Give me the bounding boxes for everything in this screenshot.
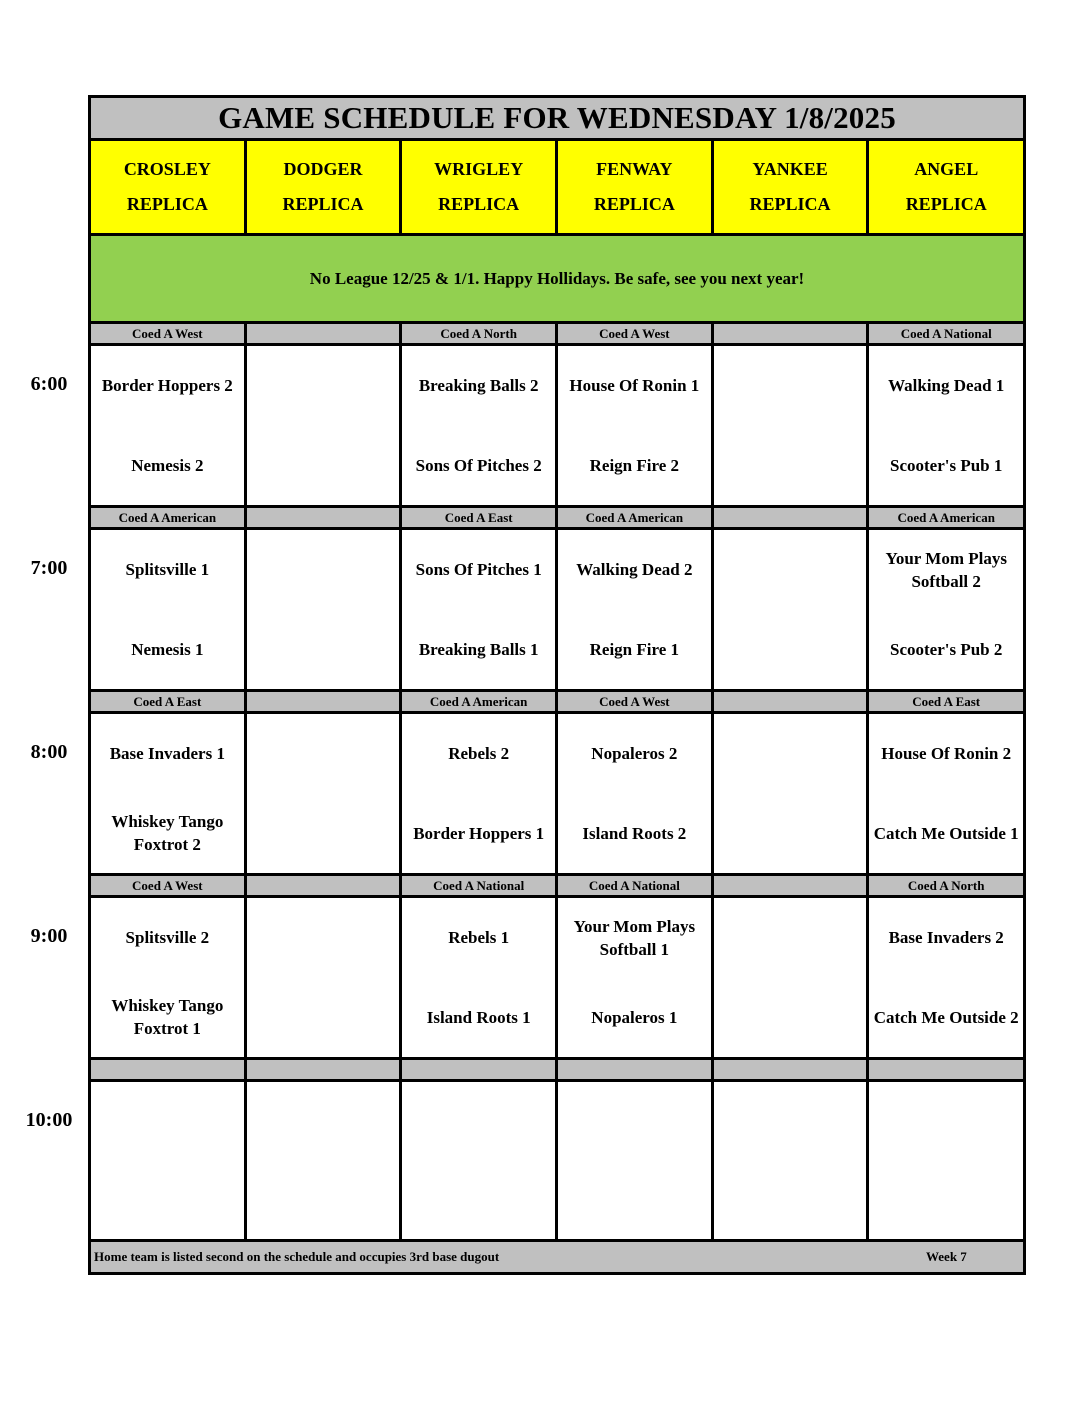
- away-team: Your Mom Plays Softball 1: [573, 916, 696, 959]
- game-cell: [714, 714, 870, 873]
- home-team: [869, 1161, 1023, 1240]
- division-label: Coed A American: [402, 692, 558, 711]
- home-team: [247, 978, 400, 1058]
- away-team: Walking Dead 1: [888, 376, 1005, 396]
- home-team: [91, 1161, 244, 1240]
- away-team: [558, 1082, 711, 1161]
- game-cell: [869, 898, 1023, 1057]
- division-label: Coed A American: [558, 508, 714, 527]
- game-cell: [91, 714, 247, 873]
- division-label: [247, 1060, 403, 1079]
- field-header-fenway: [558, 141, 714, 233]
- field-sub: REPLICA: [438, 194, 520, 214]
- division-label: Coed A North: [402, 324, 558, 343]
- home-team: Reign Fire 1: [589, 639, 680, 659]
- home-team: Whiskey Tango Foxtrot 1: [111, 996, 224, 1039]
- game-row: [91, 714, 1023, 876]
- field-header-wrigley: [402, 141, 558, 233]
- division-label: Coed A National: [558, 876, 714, 895]
- game-cell: [714, 1082, 870, 1239]
- division-label: Coed A West: [91, 876, 247, 895]
- away-team: Sons Of Pitches 1: [415, 560, 542, 580]
- away-team: [402, 1082, 555, 1161]
- field-sub: REPLICA: [749, 194, 831, 214]
- home-team: [247, 610, 400, 690]
- game-cell: [714, 898, 870, 1057]
- division-label: Coed A North: [907, 877, 985, 893]
- division-label: Coed A American: [91, 508, 247, 527]
- away-team: [714, 714, 867, 794]
- division-label: Coed A East: [402, 508, 558, 527]
- field-header-crosley: [91, 141, 247, 233]
- field-sub: REPLICA: [126, 194, 208, 214]
- home-team: [714, 794, 867, 874]
- away-team: Base Invaders 2: [888, 928, 1004, 948]
- week-label: Week 7: [926, 1249, 967, 1264]
- division-label: Coed A National: [402, 876, 558, 895]
- game-cell: [558, 714, 714, 873]
- game-cell: [91, 530, 247, 689]
- away-team: Border Hoppers 2: [101, 376, 233, 396]
- home-team: [558, 1161, 711, 1240]
- away-team: [247, 714, 400, 794]
- away-team: [247, 1082, 400, 1161]
- home-team: Catch Me Outside 1: [873, 823, 1019, 843]
- game-cell: [558, 530, 714, 689]
- home-team: [714, 426, 867, 506]
- away-team: [247, 346, 400, 426]
- home-team: [247, 1161, 400, 1240]
- home-team: [714, 610, 867, 690]
- division-row: [91, 324, 1023, 346]
- away-team: [869, 1082, 1023, 1161]
- division-label: Coed A East: [912, 693, 981, 709]
- away-team: Rebels 1: [448, 928, 510, 948]
- away-team: Breaking Balls 2: [418, 376, 539, 396]
- game-cell: [869, 346, 1023, 505]
- time-label: 9:00: [30, 925, 68, 947]
- division-label: Coed A American: [897, 509, 995, 525]
- division-label: [402, 1060, 558, 1079]
- game-row: [91, 346, 1023, 508]
- home-team: Nemesis 2: [131, 455, 204, 475]
- home-team: Island Roots 1: [426, 1007, 531, 1027]
- division-label: Coed A West: [558, 324, 714, 343]
- away-team: Rebels 2: [448, 744, 510, 764]
- division-row: [91, 692, 1023, 714]
- field-name: ANGEL: [914, 159, 979, 179]
- game-cell: [558, 1082, 714, 1239]
- away-team: House Of Ronin 1: [569, 376, 700, 396]
- away-team: [714, 530, 867, 610]
- away-team: Base Invaders 1: [109, 744, 225, 764]
- away-team: [714, 346, 867, 426]
- division-label: [714, 324, 870, 343]
- division-row: [91, 508, 1023, 530]
- division-label: [714, 1060, 870, 1079]
- game-row: [91, 898, 1023, 1060]
- game-cell: [402, 898, 558, 1057]
- game-cell: [558, 898, 714, 1057]
- field-name: FENWAY: [596, 159, 673, 179]
- schedule-table: [88, 95, 1026, 1275]
- game-cell: [247, 898, 403, 1057]
- home-team: Reign Fire 2: [589, 455, 680, 475]
- home-team: Nopaleros 1: [591, 1007, 678, 1027]
- league-notice: No League 12/25 & 1/1. Happy Hollidays. Be safe, see you next year!: [91, 236, 1023, 324]
- game-cell: [402, 346, 558, 505]
- home-team: Scooter's Pub 1: [890, 455, 1003, 475]
- home-team-note: Home team is listed second on the schedule and occupies 3rd base dugout: [94, 1249, 500, 1264]
- game-cell: [402, 530, 558, 689]
- home-team: [402, 1161, 555, 1240]
- game-cell: [714, 346, 870, 505]
- home-team: [714, 978, 867, 1058]
- away-team: [714, 1082, 867, 1161]
- schedule-title: GAME SCHEDULE FOR WEDNESDAY 1/8/2025: [91, 98, 1023, 141]
- time-label: 8:00: [30, 741, 68, 763]
- game-cell: [869, 1082, 1023, 1239]
- field-header-yankee: [714, 141, 870, 233]
- game-cell: [247, 1082, 403, 1239]
- game-cell: [247, 714, 403, 873]
- division-label: [247, 876, 403, 895]
- field-header-angel: [869, 141, 1023, 233]
- division-label: [714, 692, 870, 711]
- game-cell: [247, 530, 403, 689]
- game-cell: [91, 898, 247, 1057]
- division-label: [714, 876, 870, 895]
- away-team: [247, 530, 400, 610]
- away-team: Splitsville 2: [125, 928, 210, 948]
- game-cell: [714, 530, 870, 689]
- home-team: Whiskey Tango Foxtrot 2: [111, 812, 224, 855]
- division-label: [869, 1060, 1023, 1079]
- field-sub: REPLICA: [593, 194, 675, 214]
- home-team: Border Hoppers 1: [413, 823, 545, 843]
- away-team: Nopaleros 2: [591, 744, 678, 764]
- game-cell: [402, 714, 558, 873]
- away-team: House Of Ronin 2: [881, 744, 1012, 764]
- field-header-dodger: [247, 141, 403, 233]
- time-label: 6:00: [30, 373, 68, 395]
- field-name: YANKEE: [752, 159, 828, 179]
- away-team: [91, 1082, 244, 1161]
- division-label: [247, 508, 403, 527]
- game-cell: [869, 714, 1023, 873]
- field-name: DODGER: [283, 159, 363, 179]
- game-cell: [91, 1082, 247, 1239]
- division-label: Coed A East: [91, 692, 247, 711]
- time-label: 10:00: [25, 1109, 73, 1131]
- game-cell: [91, 346, 247, 505]
- home-team: Breaking Balls 1: [418, 639, 539, 659]
- away-team: [247, 898, 400, 978]
- field-name: CROSLEY: [123, 159, 211, 179]
- home-team: Sons Of Pitches 2: [415, 455, 542, 475]
- home-team: Island Roots 2: [582, 823, 687, 843]
- game-cell: [869, 530, 1023, 689]
- division-label: [558, 1060, 714, 1079]
- game-cell: [247, 346, 403, 505]
- division-label: [247, 324, 403, 343]
- division-label: Coed A West: [558, 692, 714, 711]
- field-sub: REPLICA: [282, 194, 364, 214]
- division-row: [91, 1060, 1023, 1082]
- field-sub: REPLICA: [905, 194, 987, 214]
- time-label: 7:00: [30, 557, 68, 579]
- home-team: Nemesis 1: [131, 639, 204, 659]
- home-team: Scooter's Pub 2: [890, 639, 1003, 659]
- division-label: [91, 1060, 247, 1079]
- division-row: [91, 876, 1023, 898]
- away-team: Splitsville 1: [125, 560, 210, 580]
- home-team: [247, 426, 400, 506]
- field-name: WRIGLEY: [434, 159, 524, 179]
- away-team: Walking Dead 2: [576, 560, 693, 580]
- away-team: Your Mom Plays Softball 2: [885, 548, 1007, 591]
- game-row: [91, 1082, 1023, 1242]
- away-team: [714, 898, 867, 978]
- home-team: Catch Me Outside 2: [873, 1007, 1019, 1027]
- division-label: Coed A West: [91, 324, 247, 343]
- home-team: [714, 1161, 867, 1240]
- home-team: [247, 794, 400, 874]
- game-cell: [402, 1082, 558, 1239]
- game-row: [91, 530, 1023, 692]
- division-label: [714, 508, 870, 527]
- schedule-footer: [91, 1242, 1023, 1272]
- division-label: Coed A National: [900, 325, 992, 341]
- game-cell: [558, 346, 714, 505]
- field-header-row: [91, 141, 1023, 236]
- division-label: [247, 692, 403, 711]
